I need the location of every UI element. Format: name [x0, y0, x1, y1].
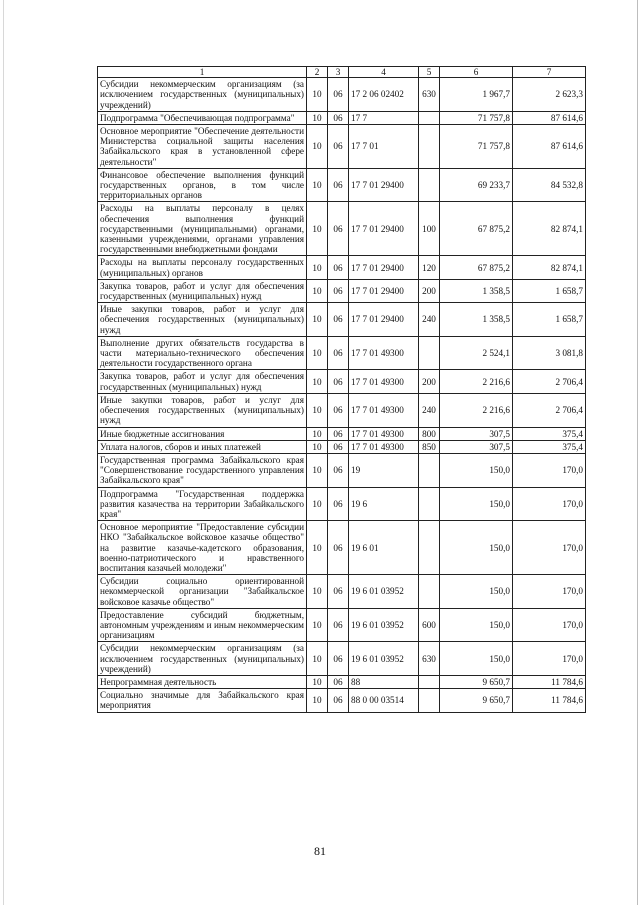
cell-subsection: 06: [328, 440, 349, 453]
cell-amount-1: 150,0: [440, 487, 513, 521]
cell-section: 10: [307, 642, 328, 676]
cell-subsection: 06: [328, 370, 349, 393]
cell-subsection: 06: [328, 202, 349, 256]
scan-edge-left: [3, 0, 4, 905]
cell-section: 10: [307, 78, 328, 112]
cell-amount-1: 150,0: [440, 575, 513, 609]
cell-section: 10: [307, 125, 328, 169]
cell-amount-1: 2 216,6: [440, 370, 513, 393]
cell-name: Иные бюджетные ассигнования: [98, 427, 307, 440]
table-row: [98, 279, 586, 302]
cell-amount-2: 375,4: [513, 427, 586, 440]
cell-amount-2: 11 784,6: [513, 675, 586, 688]
column-header: 6: [440, 67, 513, 78]
table-row: [98, 575, 586, 609]
cell-subsection: 06: [328, 427, 349, 440]
cell-expense-type: [419, 111, 440, 124]
cell-amount-2: 87 614,6: [513, 111, 586, 124]
cell-subsection: 06: [328, 393, 349, 427]
cell-name: Подпрограмма "Государственная поддержка развития казачества на территории Забайкальского края": [98, 487, 307, 521]
table-row: [98, 675, 586, 688]
cell-section: 10: [307, 168, 328, 202]
cell-amount-2: 170,0: [513, 608, 586, 642]
cell-amount-1: 9 650,7: [440, 689, 513, 712]
cell-target-code: 17 7: [349, 111, 419, 124]
cell-subsection: 06: [328, 608, 349, 642]
table-row: [98, 642, 586, 676]
cell-section: 10: [307, 575, 328, 609]
cell-amount-2: 375,4: [513, 440, 586, 453]
cell-amount-2: 3 081,8: [513, 336, 586, 370]
table-row: [98, 440, 586, 453]
cell-subsection: 06: [328, 111, 349, 124]
cell-name: Социально значимые для Забайкальского края мероприятия: [98, 689, 307, 712]
cell-expense-type: [419, 521, 440, 575]
column-header: 5: [419, 67, 440, 78]
table-row: [98, 608, 586, 642]
cell-expense-type: [419, 125, 440, 169]
cell-target-code: 17 7 01 49300: [349, 440, 419, 453]
cell-name: Выполнение других обязательств государства в части материально-технического обеспечения деятельности государственного органа: [98, 336, 307, 370]
cell-target-code: 17 7 01 29400: [349, 303, 419, 337]
cell-section: 10: [307, 675, 328, 688]
cell-name: Финансовое обеспечение выполнения функций государственных органов, в том числе территориальных органов: [98, 168, 307, 202]
budget-table: [97, 66, 586, 713]
cell-subsection: 06: [328, 168, 349, 202]
column-header: 7: [513, 67, 586, 78]
table-row: [98, 111, 586, 124]
cell-target-code: 17 7 01 29400: [349, 279, 419, 302]
cell-target-code: 17 7 01 29400: [349, 202, 419, 256]
cell-amount-1: 1 358,5: [440, 303, 513, 337]
cell-expense-type: 240: [419, 303, 440, 337]
cell-section: 10: [307, 393, 328, 427]
cell-name: Уплата налогов, сборов и иных платежей: [98, 440, 307, 453]
table-row: [98, 78, 586, 112]
cell-section: 10: [307, 521, 328, 575]
cell-amount-1: 71 757,8: [440, 111, 513, 124]
cell-amount-1: 150,0: [440, 521, 513, 575]
cell-amount-2: 170,0: [513, 487, 586, 521]
cell-subsection: 06: [328, 521, 349, 575]
cell-subsection: 06: [328, 78, 349, 112]
cell-amount-1: 2 524,1: [440, 336, 513, 370]
cell-target-code: 19 6 01: [349, 521, 419, 575]
cell-section: 10: [307, 487, 328, 521]
cell-section: 10: [307, 427, 328, 440]
cell-amount-1: 71 757,8: [440, 125, 513, 169]
cell-section: 10: [307, 256, 328, 279]
cell-name: Закупка товаров, работ и услуг для обеспечения государственных (муниципальных) нужд: [98, 279, 307, 302]
table-row: [98, 168, 586, 202]
cell-amount-2: 82 874,1: [513, 202, 586, 256]
cell-amount-2: 2 706,4: [513, 393, 586, 427]
cell-amount-2: 84 532,8: [513, 168, 586, 202]
table-row: [98, 427, 586, 440]
cell-subsection: 06: [328, 336, 349, 370]
table-row: [98, 393, 586, 427]
cell-subsection: 06: [328, 125, 349, 169]
cell-expense-type: 600: [419, 608, 440, 642]
cell-target-code: 19 6 01 03952: [349, 575, 419, 609]
cell-section: 10: [307, 440, 328, 453]
cell-amount-2: 170,0: [513, 453, 586, 487]
cell-expense-type: 850: [419, 440, 440, 453]
cell-amount-1: 67 875,2: [440, 256, 513, 279]
cell-expense-type: [419, 675, 440, 688]
column-header: 1: [98, 67, 307, 78]
cell-amount-1: 150,0: [440, 608, 513, 642]
cell-expense-type: [419, 336, 440, 370]
cell-target-code: 17 7 01 29400: [349, 256, 419, 279]
table-row: [98, 370, 586, 393]
cell-section: 10: [307, 336, 328, 370]
cell-name: Субсидии социально ориентированной некоммерческой организации "Забайкальское войсковое казачье общество": [98, 575, 307, 609]
cell-amount-2: 170,0: [513, 575, 586, 609]
cell-expense-type: 240: [419, 393, 440, 427]
cell-name: Государственная программа Забайкальского края "Совершенствование государственного управления Забайкальского края": [98, 453, 307, 487]
table-row: [98, 336, 586, 370]
cell-target-code: 19: [349, 453, 419, 487]
cell-name: Иные закупки товаров, работ и услуг для обеспечения государственных (муниципальных) нужд: [98, 393, 307, 427]
cell-amount-2: 1 658,7: [513, 279, 586, 302]
cell-section: 10: [307, 279, 328, 302]
table-row: [98, 202, 586, 256]
cell-expense-type: 120: [419, 256, 440, 279]
cell-expense-type: 200: [419, 279, 440, 302]
table-row: [98, 256, 586, 279]
cell-name: Основное мероприятие "Обеспечение деятельности Министерства социальной защиты населения Забайкальского края в установленной сфере деятельности": [98, 125, 307, 169]
cell-subsection: 06: [328, 453, 349, 487]
cell-name: Непрограммная деятельность: [98, 675, 307, 688]
page-number: 81: [314, 844, 326, 858]
cell-amount-2: 11 784,6: [513, 689, 586, 712]
cell-section: 10: [307, 303, 328, 337]
cell-name: Расходы на выплаты персоналу в целях обеспечения выполнения функций государственными (муниципальными) органами, казенными учреждениями, органами управления государственными внебюджетными фондами: [98, 202, 307, 256]
column-header: 2: [307, 67, 328, 78]
cell-target-code: 19 6: [349, 487, 419, 521]
cell-section: 10: [307, 453, 328, 487]
cell-target-code: 17 7 01 29400: [349, 168, 419, 202]
cell-subsection: 06: [328, 689, 349, 712]
cell-section: 10: [307, 370, 328, 393]
cell-amount-1: 150,0: [440, 642, 513, 676]
cell-amount-2: 170,0: [513, 521, 586, 575]
cell-expense-type: 630: [419, 78, 440, 112]
cell-amount-2: 2 623,3: [513, 78, 586, 112]
cell-amount-2: 1 658,7: [513, 303, 586, 337]
cell-expense-type: [419, 487, 440, 521]
cell-amount-1: 150,0: [440, 453, 513, 487]
cell-amount-1: 2 216,6: [440, 393, 513, 427]
cell-target-code: 17 7 01 49300: [349, 427, 419, 440]
cell-target-code: 19 6 01 03952: [349, 608, 419, 642]
table-row: [98, 125, 586, 169]
cell-subsection: 06: [328, 675, 349, 688]
cell-amount-1: 1 967,7: [440, 78, 513, 112]
cell-amount-1: 1 358,5: [440, 279, 513, 302]
cell-name: Подпрограмма "Обеспечивающая подпрограмма": [98, 111, 307, 124]
table-row: [98, 689, 586, 712]
column-header: 3: [328, 67, 349, 78]
cell-expense-type: [419, 168, 440, 202]
table-row: [98, 303, 586, 337]
cell-section: 10: [307, 202, 328, 256]
cell-expense-type: [419, 453, 440, 487]
table-header-row: [98, 67, 586, 78]
cell-amount-2: 170,0: [513, 642, 586, 676]
cell-name: Субсидии некоммерческим организациям (за исключением государственных (муниципальных) учреждений): [98, 642, 307, 676]
cell-target-code: 17 7 01 49300: [349, 336, 419, 370]
cell-expense-type: 100: [419, 202, 440, 256]
cell-expense-type: 800: [419, 427, 440, 440]
cell-section: 10: [307, 608, 328, 642]
cell-target-code: 88 0 00 03514: [349, 689, 419, 712]
cell-subsection: 06: [328, 575, 349, 609]
cell-target-code: 17 7 01: [349, 125, 419, 169]
cell-target-code: 88: [349, 675, 419, 688]
cell-subsection: 06: [328, 303, 349, 337]
cell-subsection: 06: [328, 279, 349, 302]
cell-name: Основное мероприятие "Предоставление субсидии НКО "Забайкальское войсковое казачье общество" на развитие казачье-кадетского образования, военно-патриотического и нравственного воспитания казачьей молодежи": [98, 521, 307, 575]
cell-amount-2: 82 874,1: [513, 256, 586, 279]
cell-amount-1: 67 875,2: [440, 202, 513, 256]
table-row: [98, 521, 586, 575]
cell-name: Закупка товаров, работ и услуг для обеспечения государственных (муниципальных) нужд: [98, 370, 307, 393]
cell-expense-type: [419, 575, 440, 609]
cell-target-code: 17 7 01 49300: [349, 370, 419, 393]
cell-target-code: 17 2 06 02402: [349, 78, 419, 112]
cell-amount-1: 307,5: [440, 427, 513, 440]
cell-amount-2: 2 706,4: [513, 370, 586, 393]
cell-expense-type: [419, 689, 440, 712]
cell-amount-1: 307,5: [440, 440, 513, 453]
cell-name: Субсидии некоммерческим организациям (за исключением государственных (муниципальных) учреждений): [98, 78, 307, 112]
cell-subsection: 06: [328, 487, 349, 521]
cell-target-code: 17 7 01 49300: [349, 393, 419, 427]
cell-amount-2: 87 614,6: [513, 125, 586, 169]
cell-amount-1: 9 650,7: [440, 675, 513, 688]
column-header: 4: [349, 67, 419, 78]
cell-name: Иные закупки товаров, работ и услуг для обеспечения государственных (муниципальных) нужд: [98, 303, 307, 337]
table-row: [98, 453, 586, 487]
scan-edge-right: [637, 0, 638, 905]
cell-name: Предоставление субсидий бюджетным, автономным учреждениям и иным некоммерческим организациям: [98, 608, 307, 642]
cell-expense-type: 200: [419, 370, 440, 393]
cell-expense-type: 630: [419, 642, 440, 676]
cell-section: 10: [307, 111, 328, 124]
cell-subsection: 06: [328, 256, 349, 279]
table-row: [98, 487, 586, 521]
cell-name: Расходы на выплаты персоналу государственных (муниципальных) органов: [98, 256, 307, 279]
cell-subsection: 06: [328, 642, 349, 676]
cell-section: 10: [307, 689, 328, 712]
cell-target-code: 19 6 01 03952: [349, 642, 419, 676]
cell-amount-1: 69 233,7: [440, 168, 513, 202]
